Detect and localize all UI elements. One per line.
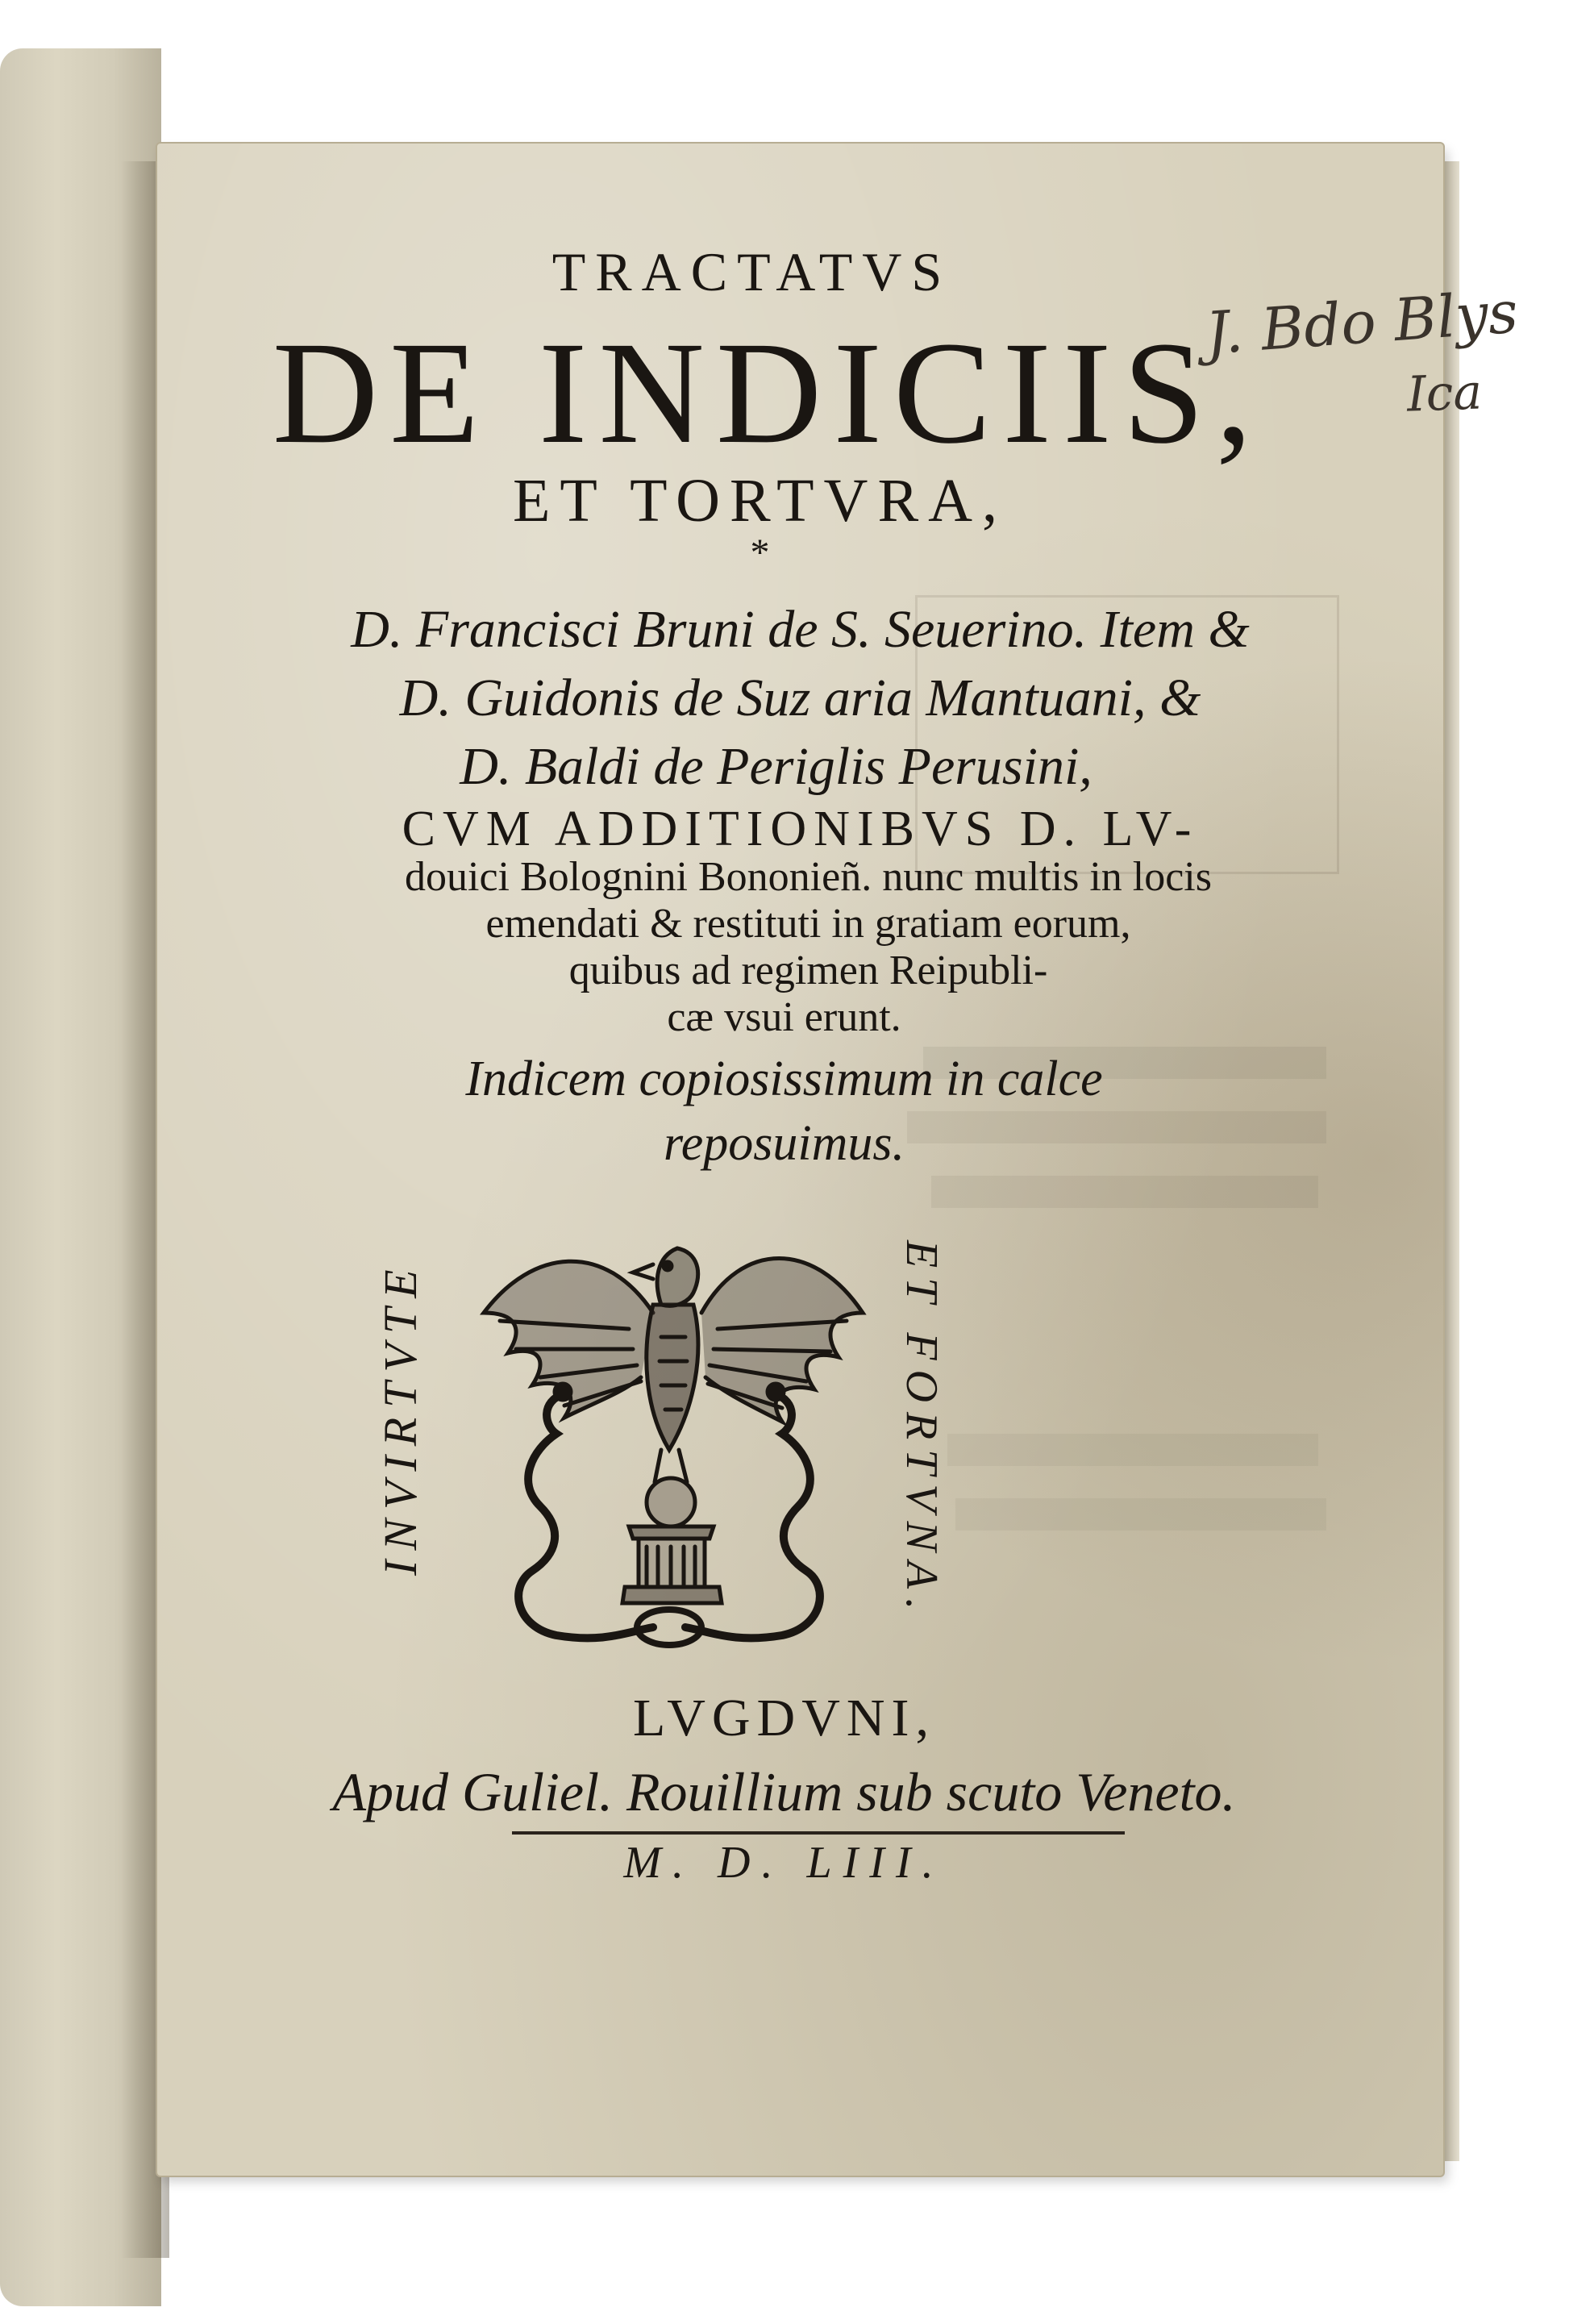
signature-name: J. Bdo Blys [1203,277,1521,368]
imprint-rule [512,1831,1125,1835]
body-line: douici Bolognini Bononieñ. nunc multis in locis [405,854,1212,900]
body-line: cæ vsui erunt. [667,994,901,1040]
imprint-publisher: Apud Guliel. Rouillium sub scuto Veneto. [332,1761,1236,1822]
page-title: DE INDICIIS, [272,312,1264,474]
printer-device-eagle-icon [468,1192,879,1676]
ornament-asterisk: * [750,531,770,574]
title-page [157,144,1521,2176]
heading-small: TRACTATVS [551,241,952,302]
heading-sub: ET TORTVRA, [512,467,1008,535]
body-line: emendati & restituti in gratiam eorum, [485,901,1131,947]
device-motto-right: ET FORTVNA. [897,1239,947,1620]
author-line: D. Baldi de Periglis Perusini, [460,737,1092,796]
show-through-text [947,1434,1318,1466]
additions-heading: CVM ADDITIONIBVS D. LV- [402,802,1199,856]
author-line: D. Francisci Bruni de S. Seuerino. Item & [351,600,1250,659]
index-note: Indicem copiosissimum in calce [465,1052,1103,1106]
show-through-text [955,1498,1326,1531]
show-through-text [931,1176,1318,1208]
index-note: reposuimus. [663,1116,905,1171]
imprint-date: M. D. LIII. [623,1838,945,1888]
body-line: quibus ad regimen Reipubli- [568,948,1048,993]
author-line: D. Guidonis de Suz aria Mantuani, & [399,668,1201,727]
imprint-city: LVGDVNI, [632,1689,936,1747]
signature-mark: Ica [1405,364,1484,423]
device-motto-left: INVIRTVTE [374,1260,427,1576]
